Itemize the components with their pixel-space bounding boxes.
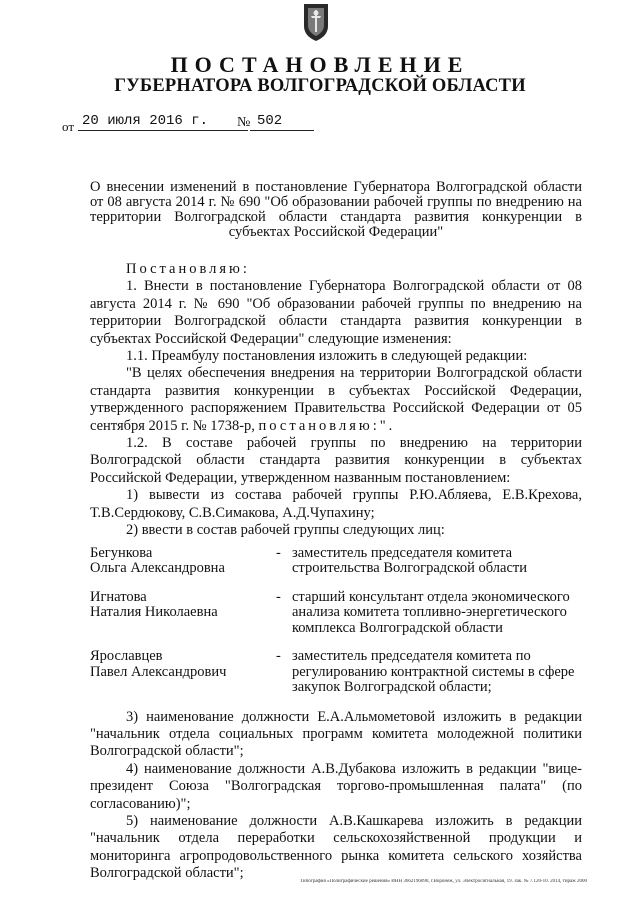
list-item-4: 4) наименование должности А.В.Дубакова изложить в редакции "вице-президент Союза "Волгоградская торгово-промышленная палата" (по согласованию)";	[90, 760, 582, 812]
document-body	[90, 261, 582, 883]
member-dash: -	[276, 588, 281, 605]
document-subject: О внесении изменений в постановление Губернатора Волгоградской области от 08 августа 2014 г. № 690 "Об образовании рабочей группы по внедрению на территории Волгоградской области стандарта развития конкуренции в субъектах Российской Федерации"	[90, 179, 582, 240]
member-row	[90, 546, 582, 577]
member-row	[90, 590, 582, 637]
member-position: старший консультант отдела экономического анализа комитета топливно-энергетического комплекса Волгоградской области	[292, 588, 570, 636]
member-surname: Бегункова	[90, 544, 153, 561]
member-name	[90, 649, 276, 696]
coat-of-arms-icon	[302, 2, 330, 42]
list-item-1: 1) вывести из состава рабочей группы Р.Ю.Абляева, Е.В.Крехова, Т.В.Сердюкову, С.В.Симакова, А.Д.Чупахину;	[90, 487, 582, 521]
document-number: 502	[257, 113, 283, 129]
preamble-quote-end: постановляю:".	[258, 417, 396, 434]
document-date: 20 июля 2016 г.	[82, 113, 209, 129]
member-surname: Игнатова	[90, 588, 147, 605]
members-list	[90, 546, 582, 696]
member-dash: -	[276, 648, 281, 664]
resolve-word: Постановляю:	[126, 261, 250, 277]
preamble-quote-text: "В целях обеспечения внедрения на территории Волгоградской области стандарта развития конкуренции в субъектах Российской Федерации, утвержденного распоряжением Правительства Российской Федерации от 05 сентября 2015 г. № 1738-р,	[90, 365, 582, 434]
member-row	[90, 649, 582, 696]
member-given-name: Павел Александрович	[90, 663, 227, 680]
member-given-name: Ольга Александровна	[90, 560, 225, 576]
member-name	[90, 546, 276, 577]
member-given-name: Наталия Николаевна	[90, 604, 218, 620]
member-dash: -	[276, 544, 281, 561]
list-item-2: 2) ввести в состав рабочей группы следующих лиц:	[126, 522, 445, 539]
list-item-3: 3) наименование должности Е.А.Альмометовой изложить в редакции "начальник отдела социальных программ комитета молодежной политики Волгоградской области";	[90, 708, 582, 760]
number-label: №	[237, 115, 251, 130]
member-surname: Ярославцев	[90, 648, 163, 664]
document-title: ПОСТАНОВЛЕНИЕ	[170, 52, 470, 77]
list-item-5: 5) наименование должности А.В.Кашкарева изложить в редакции "начальник отдела переработки сельскохозяйственной продукции и мониторинга агропродовольственного рынка комитета сельского хозяйства Волгоградской области";	[90, 812, 582, 882]
member-name	[90, 590, 276, 637]
paragraph-1: 1. Внести в постановление Губернатора Волгоградской области от 08 августа 2014 г. № 690 "Об образовании рабочей группы по внедрению на территории Волгоградской области стандарта развития конкуренции в субъектах Российской Федерации" следующие изменения:	[90, 278, 582, 347]
date-prefix-label: от	[62, 119, 75, 134]
preamble-quote	[90, 365, 582, 435]
member-position: заместитель председателя комитета строительства Волгоградской области	[292, 544, 527, 576]
member-position: заместитель председателя комитета по регулированию контрактной системы в сфере закупок Волгоградской области;	[292, 648, 575, 695]
paragraph-1-1: 1.1. Преамбулу постановления изложить в следующей редакции:	[126, 348, 528, 365]
paragraph-1-2: 1.2. В составе рабочей группы по внедрению на территории Волгоградской области стандарта развития конкуренции в субъектах Российской Федерации, утвержденном названным постановлением:	[90, 435, 582, 486]
printer-imprint: Типография «Полиграфические решения» ИНН 3662196090, г.Воронеж, ул. Электросигнальная, 19. Зак. № 7.120-10. 2014, тираж 2000	[300, 879, 587, 884]
document-issuer: ГУБЕРНАТОРА ВОЛГОГРАДСКОЙ ОБЛАСТИ	[114, 76, 526, 96]
